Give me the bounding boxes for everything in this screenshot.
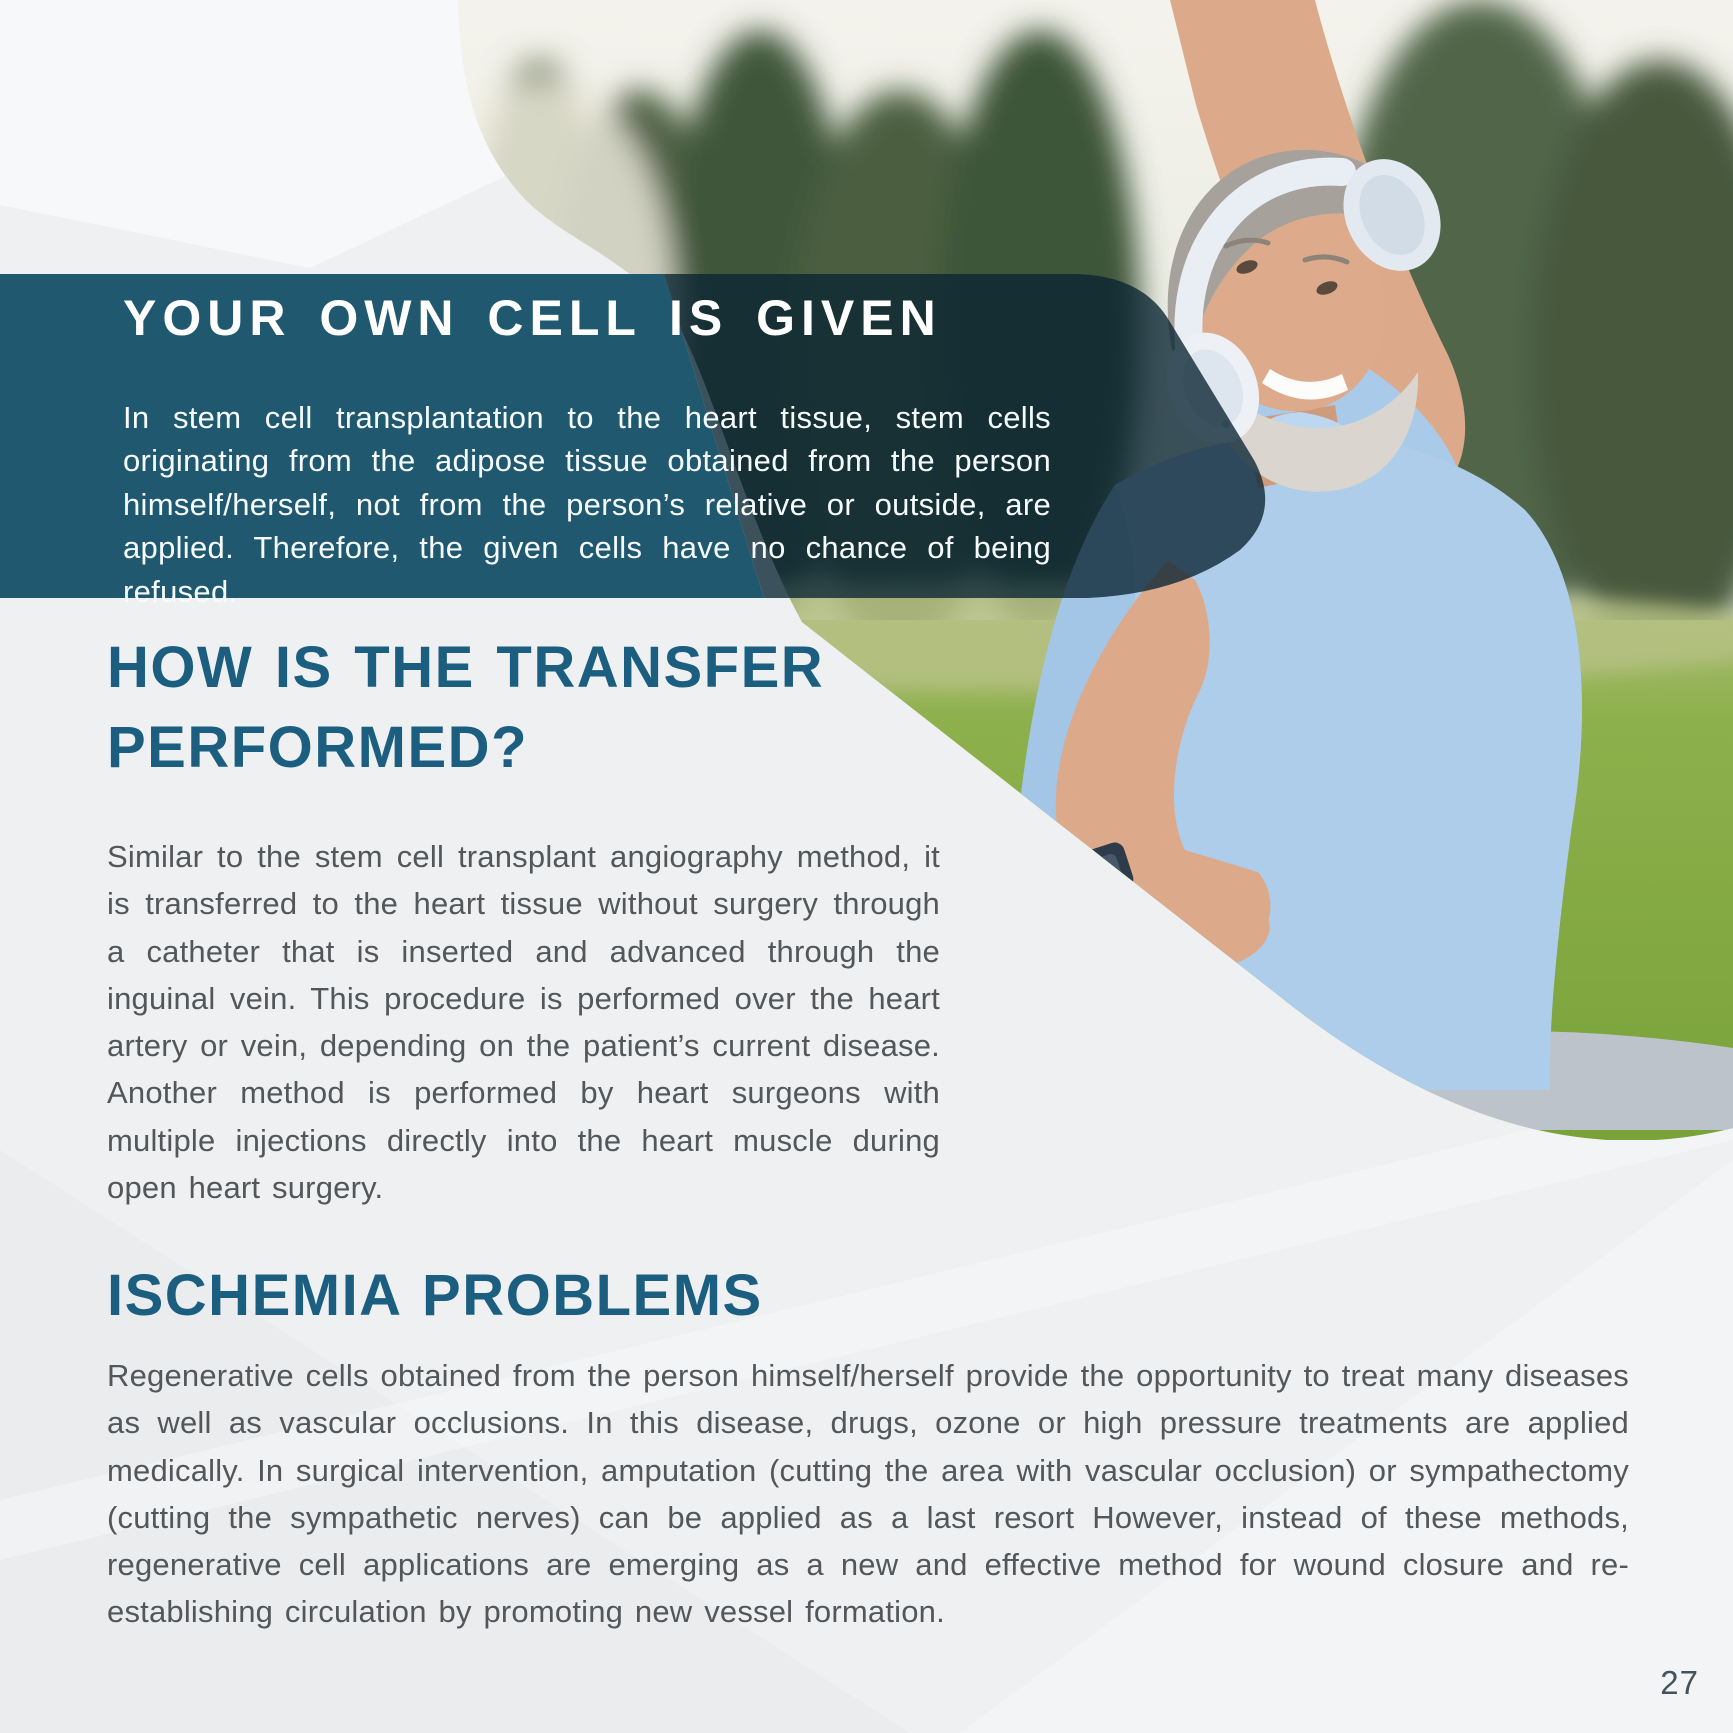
- page-number: 27: [1660, 1664, 1699, 1701]
- intro-banner: [123, 290, 1083, 613]
- section-body-ischemia: Regenerative cells obtained from the person himself/herself provide the opportunity to treat many diseases as well as vascular occlusions. In this disease, drugs, ozone or high pressure treatments are applied medically. In surgical intervention, amputation (cutting the area with vascular occlusion) or sympathectomy (cutting the sympathetic nerves) can be applied as a last resort However, instead of these methods, regenerative cell applications are emerging as a new and effective method for wound closure and re-establishing circulation by promoting new vessel formation.: [107, 1358, 1629, 1630]
- banner-body: In stem cell transplantation to the heart tissue, stem cells originating from the adipose tissue obtained from the person himself/herself, not from the person’s relative or outside, are applied. Therefore, the given cells have no chance of being refused.: [123, 399, 1051, 609]
- section-heading-transfer: HOW IS THE TRANSFER PERFORMED?: [107, 635, 825, 780]
- section-heading-ischemia: ISCHEMIA PROBLEMS: [107, 1263, 763, 1328]
- section-body-transfer: Similar to the stem cell transplant angiography method, it is transferred to the heart tissue without surgery through a catheter that is inserted and advanced through the inguinal vein. This procedure is performed over the heart artery or vein, depending on the patient’s current disease. Another method is performed by heart surgeons with multiple injections directly into the heart muscle during open heart surgery.: [107, 839, 940, 1206]
- banner-title: YOUR OWN CELL IS GIVEN: [123, 290, 942, 346]
